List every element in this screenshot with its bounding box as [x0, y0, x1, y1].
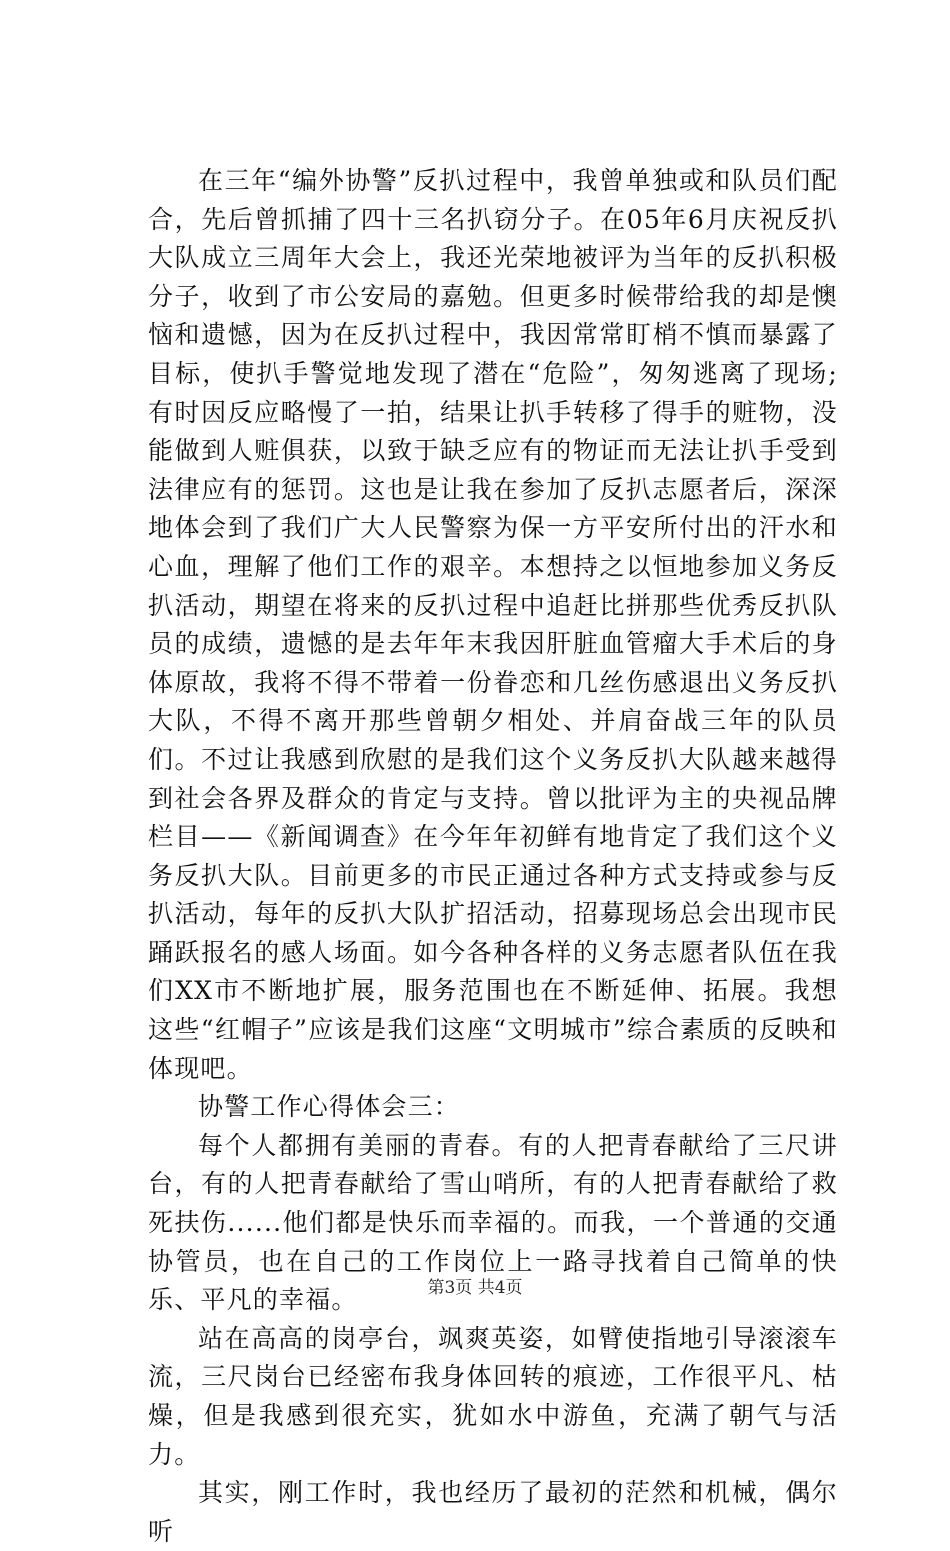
paragraph-traffic-post: 站在高高的岗亭台，飒爽英姿，如臂使指地引导滚滚车流，三尺岗台已经密布我身体回转的痕迹，工作很平凡、枯燥，但是我感到很充实，犹如水中游鱼，充满了朝气与活力。	[148, 1323, 838, 1469]
document-body	[148, 162, 838, 1551]
paragraph-first-days: 其实，刚工作时，我也经历了最初的茫然和机械，偶尔听	[148, 1478, 838, 1546]
paragraph-youth: 每个人都拥有美丽的青春。有的人把青春献给了三尺讲台，有的人把青春献给了雪山哨所，有的人把青春献给了救死扶伤......他们都是快乐而幸福的。而我，一个普通的交通协管员，也在自己的工作岗位上一路寻找着自己简单的快乐、平凡的幸福。	[148, 1130, 838, 1315]
section-heading-part-three: 协警工作心得体会三：	[198, 1092, 461, 1122]
paragraph-anti-pickpocket-experience: 在三年“编外协警”反扒过程中，我曾单独或和队员们配合，先后曾抓捕了四十三名扒窃分子。在05年6月庆祝反扒大队成立三周年大会上，我还光荣地被评为当年的反扒积极分子，收到了市公安局的嘉勉。但更多时候带给我的却是懊恼和遗憾，因为在反扒过程中，我因常常盯梢不慎而暴露了目标，使扒手警觉地发现了潜在“危险”，匆匆逃离了现场;有时因反应略慢了一拍，结果让扒手转移了得手的赃物，没能做到人赃俱获，以致于缺乏应有的物证而无法让扒手受到法律应有的惩罚。这也是让我在参加了反扒志愿者后，深深地体会到了我们广大人民警察为保一方平安所付出的汗水和心血，理解了他们工作的艰辛。本想持之以恒地参加义务反扒活动，期望在将来的反扒过程中追赶比拼那些优秀反扒队员的成绩，遗憾的是去年年末我因肝脏血管瘤大手术后的身体原故，我将不得不带着一份眷恋和几丝伤感退出义务反扒大队，不得不离开那些曾朝夕相处、并肩奋战三年的队员们。不过让我感到欣慰的是我们这个义务反扒大队越来越得到社会各界及群众的肯定与支持。曾以批评为主的央视品牌栏目——《新闻调查》在今年年初鲜有地肯定了我们这个义务反扒大队。目前更多的市民正通过各种方式支持或参与反扒活动，每年的反扒大队扩招活动，招募现场总会出现市民踊跃报名的感人场面。如今各种各样的义务志愿者队伍在我们XX市不断地扩展，服务范围也在不断延伸、拓展。我想这些“红帽子”应该是我们这座“文明城市”综合素质的反映和体现吧。	[148, 166, 838, 1083]
page-number-footer: 第3页 共4页	[427, 1278, 523, 1298]
